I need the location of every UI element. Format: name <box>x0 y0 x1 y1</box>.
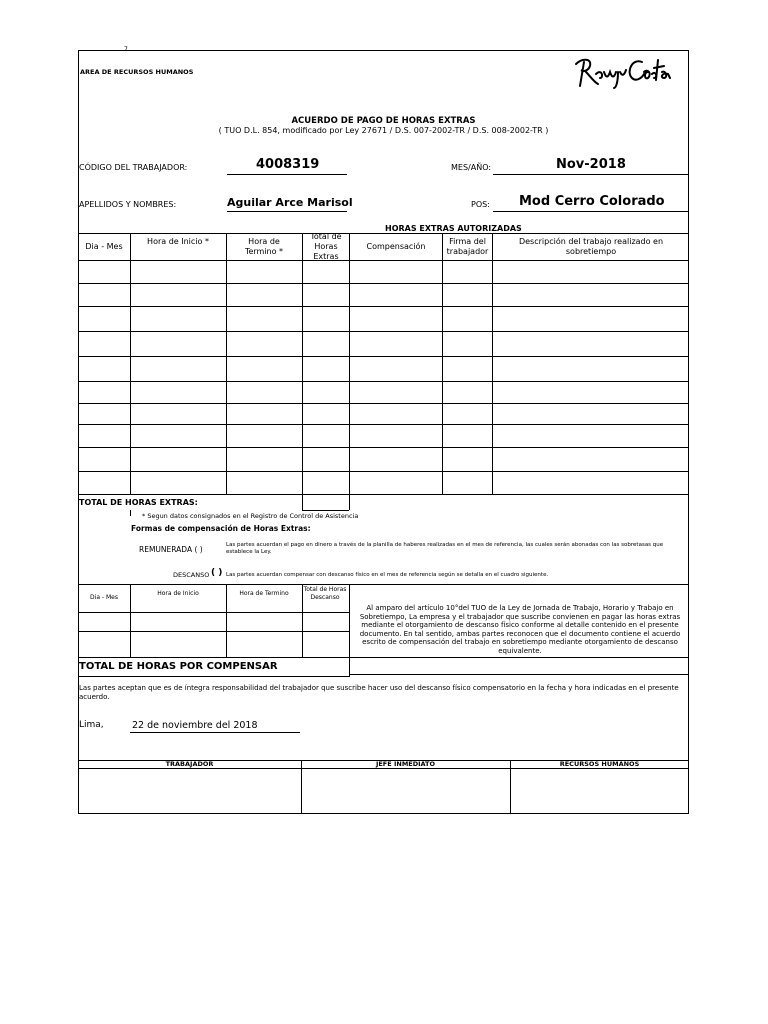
remunerada-option[interactable]: REMUNERADA ( ) <box>139 545 203 554</box>
pos-label: POS: <box>471 200 490 209</box>
mes-underline <box>493 174 689 175</box>
table-col-line <box>349 584 350 657</box>
descanso-label: DESCANSO <box>173 571 210 579</box>
t2-header-total: Total de Horas Descanso <box>303 586 347 601</box>
t1-header-descripcion: Descripción del trabajo realizado en sobretiempo <box>518 237 664 256</box>
mes-label: MES/AÑO: <box>451 163 492 172</box>
table-row-line <box>78 447 689 448</box>
table-row-line <box>78 381 689 382</box>
corner-mark: 7 <box>124 46 128 53</box>
nombres-value: Aguilar Arce Marisol <box>227 196 353 209</box>
table-col-line <box>349 494 350 510</box>
descanso-option[interactable]: ( ) <box>211 568 223 578</box>
table-row-line <box>78 403 689 404</box>
table-row-line <box>78 424 689 425</box>
codigo-label: CÓDIGO DEL TRABAJADOR: <box>79 163 188 172</box>
table-row-line <box>78 676 350 677</box>
total-horas-extras-label: TOTAL DE HORAS EXTRAS: <box>79 498 198 507</box>
nombres-label: APELLIDOS Y NOMBRES: <box>79 200 177 209</box>
pos-value: Mod Cerro Colorado <box>519 194 665 209</box>
remunerada-text: Las partes acuerdan el pago en dinero a través de la planilla de haberes realizadas en el mes de referencia, las cuales serán abonadas con las sobretasas que establece la Ley. <box>226 542 664 555</box>
t2-header-dia: Dia - Mes <box>90 594 118 601</box>
t1-header-termino: Hora de Termino * <box>244 237 284 256</box>
signature-jefe: JEFE INMEDIATO <box>375 760 436 768</box>
table-row-line <box>302 510 349 511</box>
t2-header-termino: Hora de Termino <box>239 590 289 597</box>
fecha-value: 22 de noviembre del 2018 <box>132 720 258 731</box>
acuerdo-text: Las partes aceptan que es de íntegra responsabilidad del trabajador que suscribe hacer uso del descanso físico compensatorio en la fecha y hora indicadas en el presente acuerdo. <box>79 684 679 701</box>
signature-trabajador: TRABAJADOR <box>165 760 214 768</box>
table-col-line <box>226 584 227 657</box>
total-compensar-label: TOTAL DE HORAS POR COMPENSAR <box>79 661 278 672</box>
company-logo <box>572 52 672 92</box>
pos-underline <box>493 211 689 212</box>
fecha-underline <box>130 732 300 733</box>
mes-value: Nov-2018 <box>556 157 626 172</box>
t1-header-compensacion: Compensación <box>366 242 426 251</box>
table-row-line <box>78 331 689 332</box>
t2-header-inicio: Hora de Inicio <box>157 590 199 597</box>
table-col-line <box>492 233 493 494</box>
table-row-line <box>349 674 689 675</box>
nombres-underline <box>227 211 347 212</box>
table-col-line <box>302 233 303 494</box>
table-col-line <box>349 233 350 494</box>
codigo-value: 4008319 <box>256 157 320 172</box>
t1-header-total: Total de Horas Extras <box>310 232 342 261</box>
document-subtitle: ( TUO D.L. 854, modificado por Ley 27671 / D.S. 007-2002-TR / D.S. 008-2002-TR ) <box>218 126 549 135</box>
area-label: AREA DE RECURSOS HUMANOS <box>80 68 194 76</box>
descanso-text: Las partes acuerdan compensar con descanso físico en el mes de referencia según se detalla en el cuadro siguiente. <box>226 572 549 578</box>
table-row-line <box>78 283 689 284</box>
formas-label: Formas de compensación de Horas Extras: <box>131 524 311 533</box>
t1-header-dia: Dia - Mes <box>85 242 123 251</box>
signature-rrhh: RECURSOS HUMANOS <box>559 760 640 768</box>
table-col-line <box>302 584 303 657</box>
table-col-line <box>130 584 131 657</box>
table-row-line <box>78 494 689 495</box>
table-row-line <box>78 356 689 357</box>
table-row-line <box>78 306 689 307</box>
table-row-line <box>78 471 689 472</box>
t1-header-firma: Firma del trabajador <box>446 237 489 256</box>
table-col-line <box>349 657 350 676</box>
table-row-line <box>78 657 689 658</box>
table-row-line <box>78 260 689 261</box>
table-col-line <box>226 233 227 494</box>
horas-extras-title: HORAS EXTRAS AUTORIZADAS <box>385 224 522 233</box>
table-row-line <box>78 631 350 632</box>
table-col-line <box>130 233 131 494</box>
table-col-line <box>442 233 443 494</box>
t1-header-inicio: Hora de Inicio * <box>147 237 209 246</box>
footnote: * Segun datos consignados en el Registro de Control de Asistencia <box>142 512 359 520</box>
document-title: ACUERDO DE PAGO DE HORAS EXTRAS <box>291 116 476 126</box>
codigo-underline <box>227 174 347 175</box>
lima-label: Lima, <box>79 720 104 730</box>
table-col-line <box>130 510 131 516</box>
table-col-line <box>302 494 303 510</box>
amparo-note: Al amparo del artículo 10°del TUO de la Ley de Jornada de Trabajo, Horario y Trabajo en Sobretiempo, La empresa y el trabajador que suscribe convienen en pagar las horas extras mediante el otorgamiento de descanso físico conforme al detalle contenido en el presente documento. En tal sentido, ambas partes reconocen que el documento contiene el acuerdo escrito de compensación del trabajo en sobretiempo mediante otorgamiento de descanso equivalente. <box>359 604 681 655</box>
table-row-line <box>78 612 350 613</box>
